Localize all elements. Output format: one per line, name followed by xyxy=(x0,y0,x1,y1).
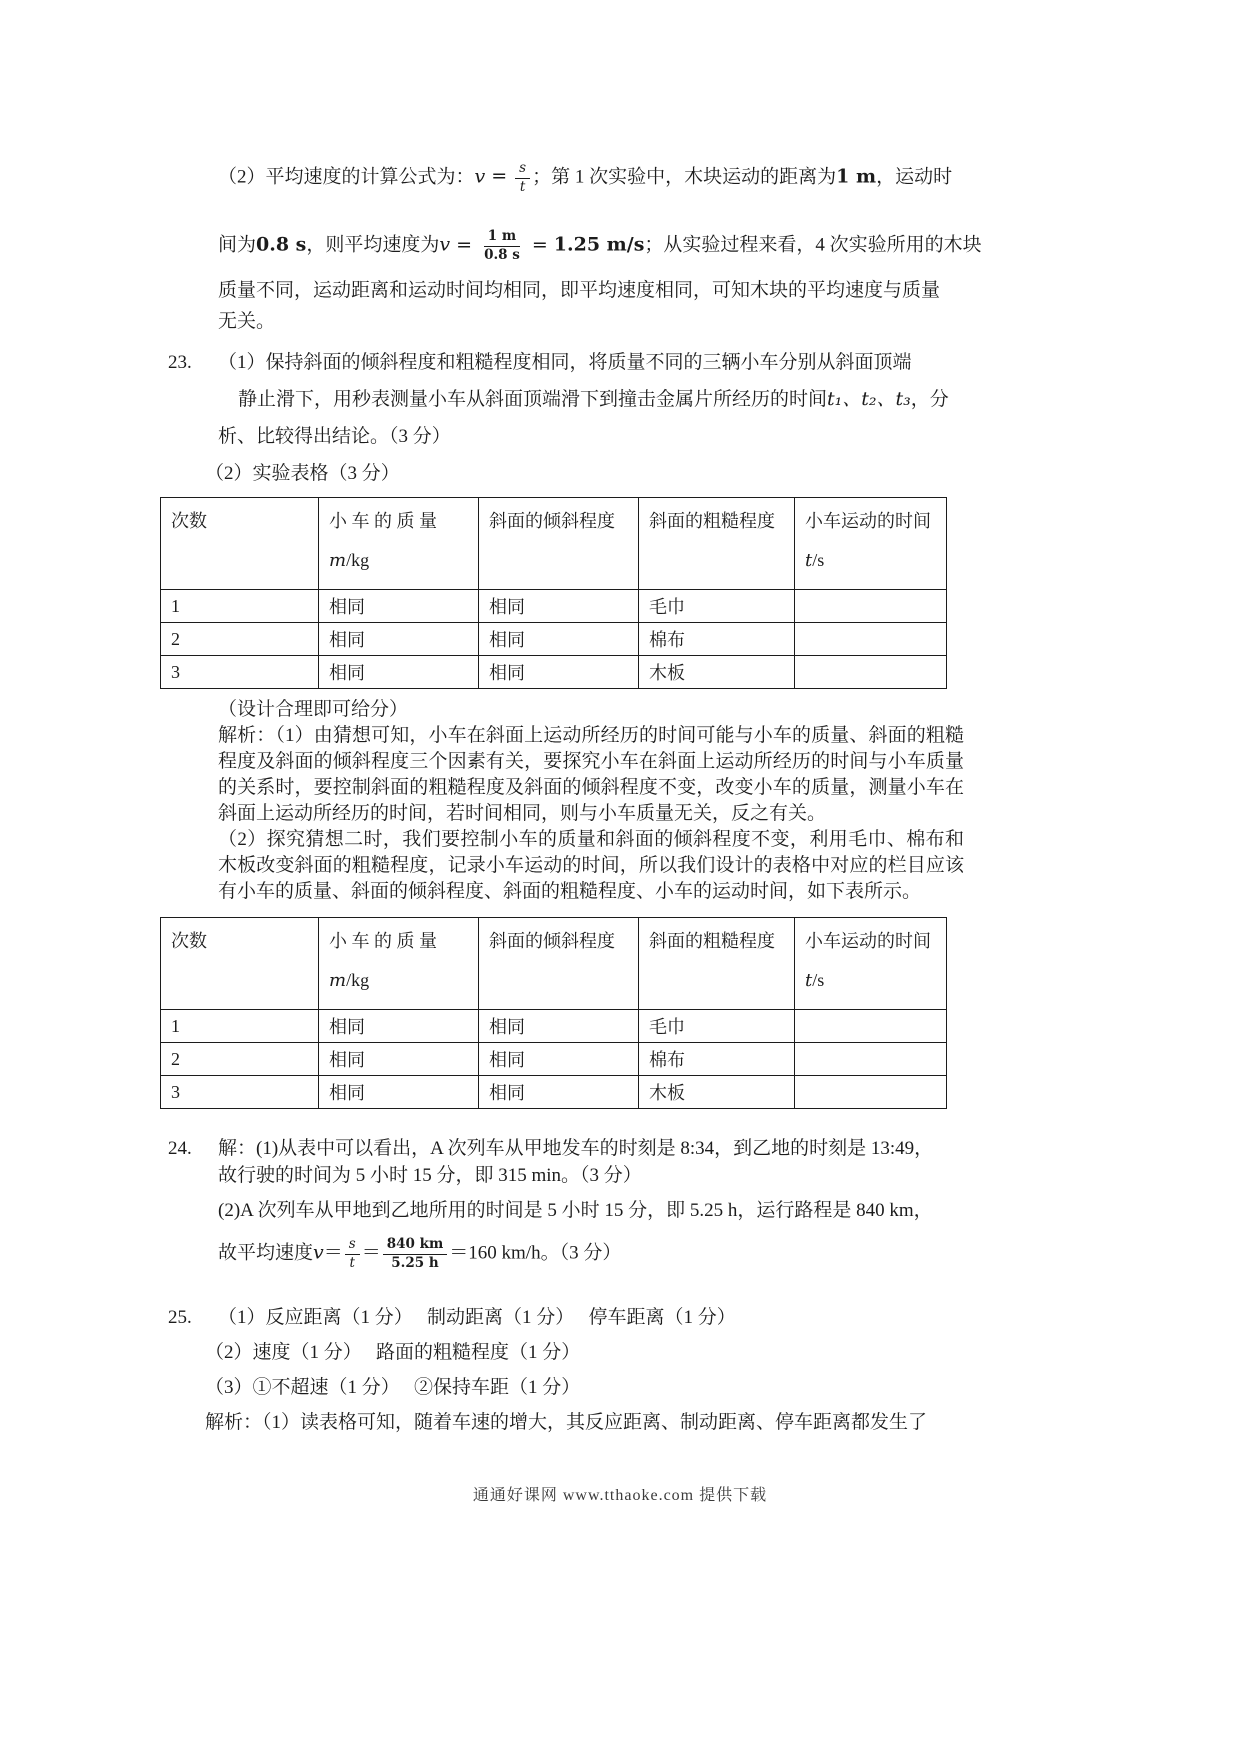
text-span: （2）平均速度的计算公式为： xyxy=(218,166,475,188)
answer-25 xyxy=(160,1304,1100,1436)
text-line: 解析：（1）读表格可知，随着车速的增大，其反应距离、制动距离、停车距离都发生了 xyxy=(205,1412,928,1434)
text-line: （1）反应距离（1 分） 制动距离（1 分） 停车距离（1 分） xyxy=(218,1307,736,1329)
fraction xyxy=(343,1236,362,1272)
cell-time xyxy=(795,590,947,623)
unit-text: /s xyxy=(812,970,825,991)
text-span: 故平均速度 xyxy=(218,1242,314,1264)
text-line xyxy=(218,1236,1100,1272)
question-number: 24. xyxy=(168,1138,192,1160)
fraction-numerator: s xyxy=(515,160,530,179)
col-header-title: 小 车 的 质 量 xyxy=(329,931,437,952)
math-variable: m xyxy=(329,550,347,572)
text-line: （1）保持斜面的倾斜程度和粗糙程度相同，将质量不同的三辆小车分别从斜面顶端 xyxy=(218,352,912,374)
cell-mass: 相同 xyxy=(319,1043,479,1076)
question-number: 25. xyxy=(168,1307,192,1329)
text-span: 间为 xyxy=(218,234,257,256)
equals-sign: = xyxy=(491,165,508,188)
text-line: 解：(1)从表中可以看出，A 次列车从甲地发车的时刻是 8:34，到乙地的时刻是 13:49， xyxy=(218,1138,934,1160)
cell-roughness: 棉布 xyxy=(639,623,795,656)
cell-incline: 相同 xyxy=(479,656,639,689)
math-value: 160 km/h xyxy=(468,1242,541,1264)
cell-trial: 2 xyxy=(161,1043,319,1076)
text-line: （2）实验表格（3 分） xyxy=(205,463,400,485)
fraction xyxy=(513,160,532,196)
experiment-table-2 xyxy=(160,917,947,1109)
analysis-paragraph: （2）探究猜想二时，我们要控制小车的质量和斜面的倾斜程度不变，利用毛巾、棉布和木板改变斜面的粗糙程度，记录小车运动的时间，所以我们设计的表格中对应的栏目应该有小车的质量、斜面的倾斜程度、斜面的粗糙程度、小车的运动时间，如下表所示。 xyxy=(218,829,964,903)
answer-22-part2 xyxy=(218,158,1100,335)
text-line: （2）速度（1 分） 路面的粗糙程度（1 分） xyxy=(205,1342,581,1364)
cell-mass: 相同 xyxy=(319,656,479,689)
fraction-denominator: t xyxy=(519,178,526,195)
table-row xyxy=(161,1010,947,1043)
analysis-paragraph: 解析：（1）由猜想可知，小车在斜面上运动所经历的时间可能与小车的质量、斜面的粗糙程度及斜面的倾斜程度三个因素有关，要探究小车在斜面上运动所经历的时间与小车质量的关系时，要控制斜面的粗糙程度及斜面的倾斜程度不变，改变小车的质量，测量小车在斜面上运动所经历的时间，若时间相同，则与小车质量无关，反之有关。 xyxy=(218,725,964,825)
equals-sign: ＝ xyxy=(323,1242,343,1264)
col-header-time xyxy=(795,918,947,1010)
cell-roughness: 毛巾 xyxy=(639,590,795,623)
answer-23-analysis xyxy=(218,697,1100,905)
col-header-roughness: 斜面的粗糙程度 xyxy=(639,498,795,590)
question-23 xyxy=(160,349,1100,487)
table-row xyxy=(161,656,947,689)
table-row xyxy=(161,1076,947,1109)
math-value: 1 m xyxy=(836,165,877,188)
unit-text: /kg xyxy=(346,970,370,991)
text-line: 无关。 xyxy=(218,311,276,333)
cell-time xyxy=(795,1076,947,1109)
cell-roughness: 木板 xyxy=(639,656,795,689)
col-header-unit xyxy=(805,550,936,571)
cell-incline: 相同 xyxy=(479,623,639,656)
col-header-unit xyxy=(329,550,468,571)
math-variables: t₁、t₂、t₃ xyxy=(827,388,911,411)
text-span: ，分 xyxy=(910,389,949,411)
cell-time xyxy=(795,656,947,689)
cell-mass: 相同 xyxy=(319,1010,479,1043)
col-header-incline: 斜面的倾斜程度 xyxy=(479,918,639,1010)
col-header-trial: 次数 xyxy=(161,918,319,1010)
answer-24-body xyxy=(218,1135,1100,1272)
col-header-trial: 次数 xyxy=(161,498,319,590)
page-footer: 通通好课网 www.tthaoke.com 提供下载 xyxy=(472,1487,768,1504)
cell-roughness: 棉布 xyxy=(639,1043,795,1076)
fraction-denominator: 0.8 s xyxy=(484,246,520,263)
text-span: 静止滑下，用秒表测量小车从斜面顶端滑下到撞击金属片所经历的时间 xyxy=(238,389,828,411)
text-span: ，则平均速度为 xyxy=(306,234,440,256)
cell-mass: 相同 xyxy=(319,590,479,623)
math-variable: v xyxy=(474,165,486,188)
equals-sign: = xyxy=(456,233,473,256)
equals-sign: ＝ xyxy=(361,1242,381,1264)
col-header-unit xyxy=(805,970,936,991)
experiment-table-1 xyxy=(160,497,947,689)
cell-trial: 3 xyxy=(161,656,319,689)
col-header-title: 小 车 的 质 量 xyxy=(329,511,437,532)
text-line: (2)A 次列车从甲地到乙地所用的时间是 5 小时 15 分，即 5.25 h，运行路程是 840 km， xyxy=(218,1200,933,1222)
table-header-row xyxy=(161,498,947,590)
text-line: 故行驶的时间为 5 小时 15 分，即 315 min。（3 分） xyxy=(218,1165,642,1187)
text-span: ，运动时 xyxy=(876,166,953,188)
math-variable: t xyxy=(805,550,813,572)
cell-time xyxy=(795,1043,947,1076)
cell-incline: 相同 xyxy=(479,1076,639,1109)
equals-sign: = xyxy=(531,233,548,256)
cell-incline: 相同 xyxy=(479,1043,639,1076)
text-span: 。（3 分） xyxy=(540,1242,622,1264)
cell-time xyxy=(795,623,947,656)
cell-time xyxy=(795,1010,947,1043)
col-header-time xyxy=(795,498,947,590)
math-variable: m xyxy=(329,970,347,992)
answer-25-body xyxy=(205,1304,1100,1436)
cell-roughness: 毛巾 xyxy=(639,1010,795,1043)
math-variable: v xyxy=(439,233,451,256)
cell-trial: 3 xyxy=(161,1076,319,1109)
cell-incline: 相同 xyxy=(479,1010,639,1043)
unit-text: /s xyxy=(812,550,825,571)
text-line xyxy=(218,228,1100,264)
cell-incline: 相同 xyxy=(479,590,639,623)
text-line: 质量不同，运动距离和运动时间均相同，即平均速度相同，可知木块的平均速度与质量 xyxy=(218,280,941,302)
cell-trial: 1 xyxy=(161,590,319,623)
table-row xyxy=(161,590,947,623)
cell-roughness: 木板 xyxy=(639,1076,795,1109)
question-number: 23. xyxy=(168,352,192,374)
text-span: ；从实验过程来看，4 次实验所用的木块 xyxy=(644,234,982,256)
fraction xyxy=(381,1236,450,1272)
math-value: 0.8 s xyxy=(256,233,307,256)
cell-trial: 1 xyxy=(161,1010,319,1043)
table-row xyxy=(161,1043,947,1076)
col-header-title: 小车运动的时间 xyxy=(805,511,931,532)
question-23-body xyxy=(205,349,1100,487)
equals-sign: ＝ xyxy=(449,1242,469,1264)
cell-trial: 2 xyxy=(161,623,319,656)
text-line xyxy=(238,386,1100,413)
unit-text: /kg xyxy=(346,550,370,571)
table-row xyxy=(161,623,947,656)
math-variable: t xyxy=(805,970,813,992)
answer-24 xyxy=(160,1135,1100,1272)
col-header-mass xyxy=(319,498,479,590)
text-span: ；第 1 次实验中，木块运动的距离为 xyxy=(532,166,837,188)
col-header-mass xyxy=(319,918,479,1010)
fraction-numerator: 840 km xyxy=(383,1236,448,1255)
cell-mass: 相同 xyxy=(319,1076,479,1109)
cell-mass: 相同 xyxy=(319,623,479,656)
fraction-denominator: 5.25 h xyxy=(391,1254,439,1271)
col-header-roughness: 斜面的粗糙程度 xyxy=(639,918,795,1010)
math-variable: v xyxy=(313,1241,324,1264)
grading-note: （设计合理即可给分） xyxy=(218,699,409,721)
text-line: （3）①不超速（1 分） ②保持车距（1 分） xyxy=(205,1377,581,1399)
col-header-incline: 斜面的倾斜程度 xyxy=(479,498,639,590)
col-header-unit xyxy=(329,970,468,991)
table-header-row xyxy=(161,918,947,1010)
math-value: 1.25 m/s xyxy=(553,233,645,256)
fraction-numerator: s xyxy=(345,1236,360,1255)
fraction-denominator: t xyxy=(349,1254,355,1271)
text-line: 析、比较得出结论。（3 分） xyxy=(218,426,451,448)
text-line xyxy=(218,158,1100,196)
fraction xyxy=(478,228,526,264)
col-header-title: 小车运动的时间 xyxy=(805,931,931,952)
fraction-numerator: 1 m xyxy=(484,228,520,247)
